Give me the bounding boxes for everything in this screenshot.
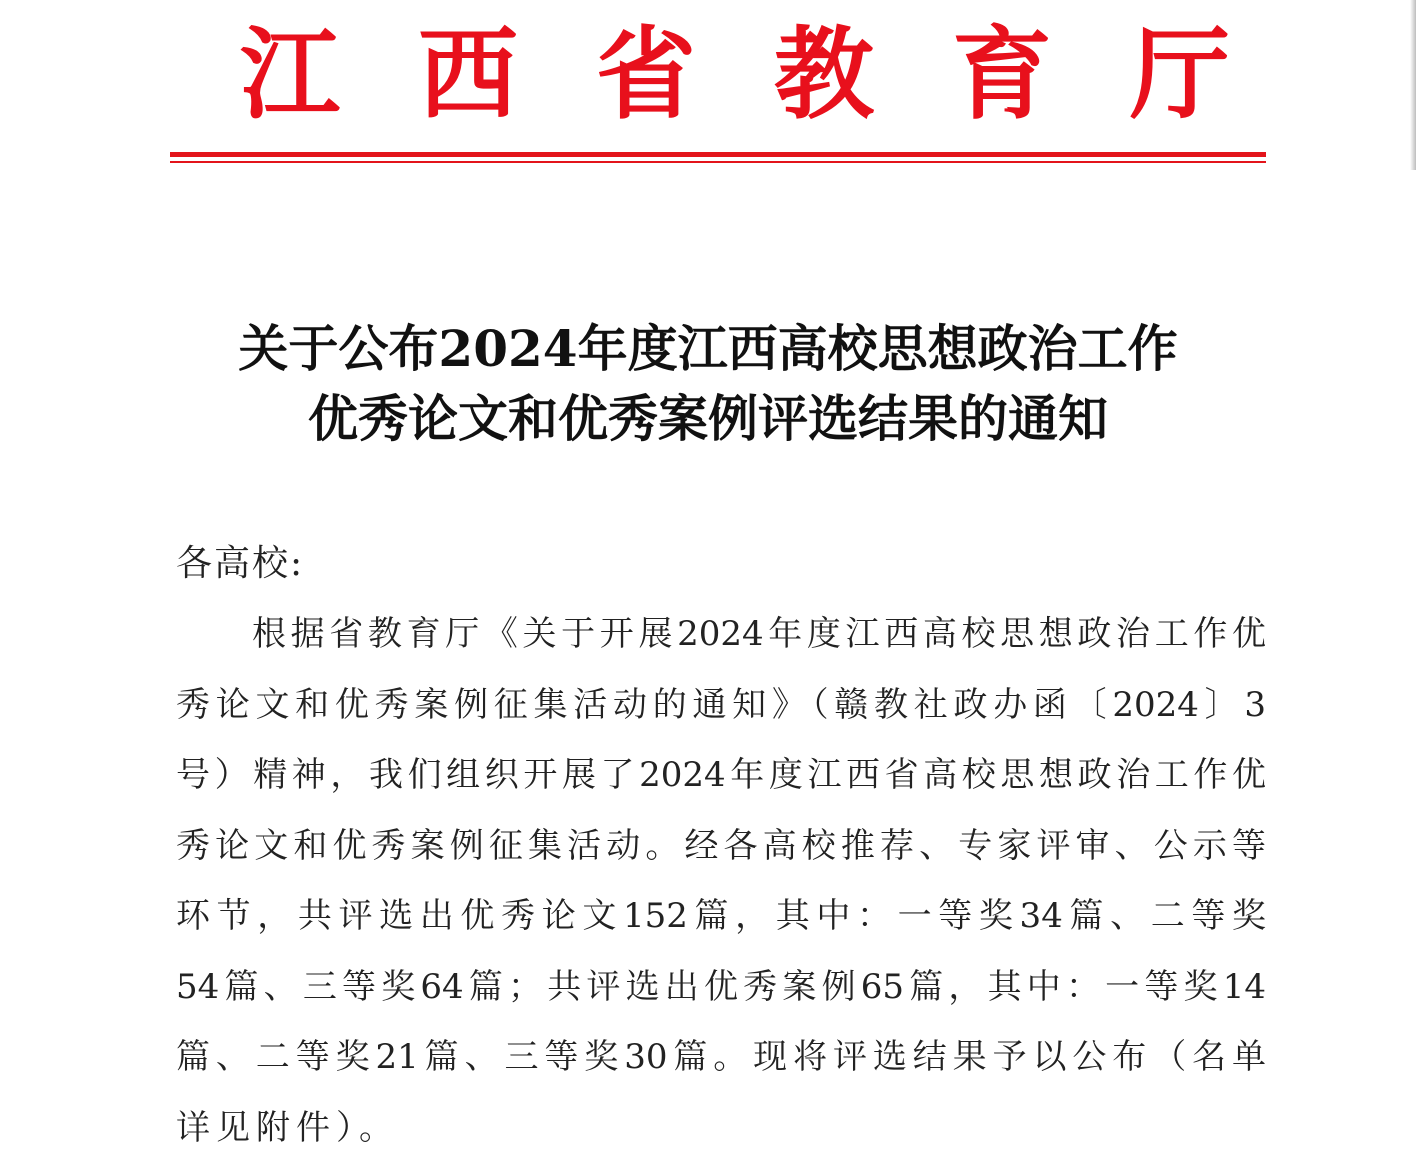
document-title-line: 关于公布2024年度江西高校思想政治工作	[0, 314, 1416, 384]
letterhead-red-rule-thin	[170, 161, 1266, 163]
page-edge-shadow	[1410, 0, 1416, 170]
body-line: 54篇、三等奖64篇；共评选出优秀案例65篇，其中：一等奖14	[176, 957, 1266, 1028]
letterhead-org-name	[240, 14, 1230, 134]
letterhead-char: 省	[596, 14, 696, 134]
body-line: 秀论文和优秀案例征集活动。经各高校推荐、专家评审、公示等	[176, 816, 1266, 887]
letterhead-char: 江	[240, 14, 340, 134]
body-line: 环节，共评选出优秀论文152篇，其中：一等奖34篇、二等奖	[176, 886, 1266, 957]
letterhead-char: 厅	[1130, 14, 1230, 134]
salutation: 各高校:	[176, 534, 304, 594]
body-line: 号）精神，我们组织开展了2024年度江西省高校思想政治工作优	[176, 745, 1266, 816]
body-line: 详见附件）。	[176, 1098, 1266, 1168]
letterhead-char: 西	[418, 14, 518, 134]
body-line: 秀论文和优秀案例征集活动的通知》（赣教社政办函〔2024〕3	[176, 675, 1266, 746]
body-paragraph	[176, 604, 1266, 1168]
letterhead-char: 教	[774, 14, 874, 134]
body-line: 根据省教育厅《关于开展2024年度江西高校思想政治工作优	[176, 604, 1266, 675]
document-title	[0, 314, 1416, 454]
document-title-line: 优秀论文和优秀案例评选结果的通知	[0, 384, 1416, 454]
letterhead-red-rule	[170, 152, 1266, 157]
letterhead-char: 育	[952, 14, 1052, 134]
body-line: 篇、二等奖21篇、三等奖30篇。现将评选结果予以公布（名单	[176, 1027, 1266, 1098]
